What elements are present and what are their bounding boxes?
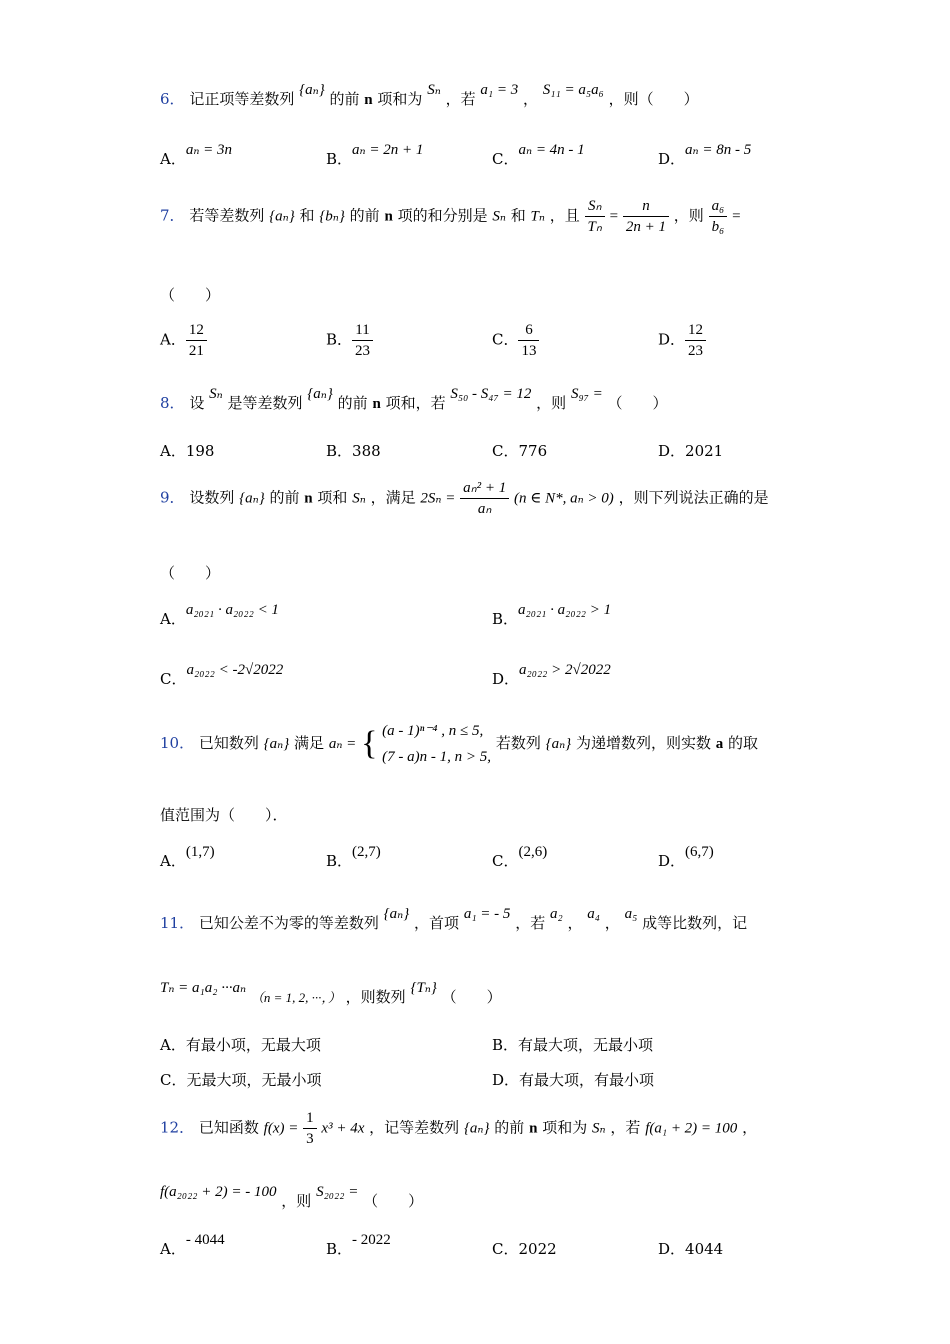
option-value: - 2022 <box>352 1232 391 1248</box>
option-label: B． <box>492 1036 519 1054</box>
option-fraction <box>186 320 207 361</box>
option-fraction <box>518 320 539 361</box>
option-value: 无最大项，无最小项 <box>186 1071 322 1089</box>
question-7 <box>160 196 741 237</box>
math-sequence: {aₙ} <box>383 906 410 922</box>
question-12 <box>160 1108 757 1149</box>
option-a[interactable] <box>160 142 233 169</box>
option-c[interactable] <box>492 142 585 169</box>
separator: ， <box>604 914 620 932</box>
option-label: D． <box>492 670 520 688</box>
question-text: 若数列 <box>495 734 541 752</box>
option-c[interactable] <box>160 1069 322 1090</box>
option-c[interactable] <box>492 320 539 361</box>
question-text: ，则 <box>281 1192 312 1210</box>
option-d[interactable] <box>658 440 723 461</box>
math-variable: n <box>372 396 381 412</box>
option-label: C． <box>492 330 519 349</box>
question-text: ，则 <box>536 394 567 412</box>
math-variable: a <box>715 736 724 752</box>
math-sequence: {Tₙ} <box>410 980 437 996</box>
question-text: （ ） <box>607 394 668 412</box>
question-text: 已知公差不为零的等差数列 <box>198 914 379 932</box>
option-b[interactable] <box>326 142 424 169</box>
option-c[interactable] <box>492 844 548 871</box>
option-d[interactable] <box>492 662 611 689</box>
question-text: 和 <box>299 206 315 225</box>
math-sum: Sₙ <box>592 1120 606 1137</box>
option-label: A． <box>160 150 186 168</box>
question-text: 的前 <box>269 488 300 507</box>
option-c[interactable] <box>160 662 284 689</box>
question-text: 项和 <box>317 488 348 507</box>
fraction <box>623 196 669 237</box>
math-sequence: {bₙ} <box>319 208 345 225</box>
math-sequence: {aₙ} <box>545 736 572 752</box>
math-ask: S₉₇ = <box>570 386 603 402</box>
option-label: D． <box>658 330 686 349</box>
option-label: D． <box>658 852 686 870</box>
question-text: ，则（ ） <box>608 90 699 108</box>
question-10-line-2: 值范围为（ ）． <box>160 806 288 824</box>
option-value: 2021 <box>685 442 724 460</box>
question-12-line-2 <box>160 1184 424 1211</box>
math-function-rest: x³ + 4x <box>321 1120 365 1137</box>
option-b[interactable] <box>326 320 373 361</box>
question-text: ，则 <box>673 206 704 225</box>
option-a[interactable] <box>160 602 279 629</box>
question-text: （ ） <box>363 1192 424 1210</box>
math-condition: f(a₂₀₂₂ + 2) = - 100 <box>160 1184 277 1200</box>
option-a[interactable] <box>160 440 214 461</box>
denominator: b₆ <box>711 219 725 235</box>
question-number: 12． <box>160 1118 195 1137</box>
math-term: a₄ <box>587 906 601 922</box>
math-definition: Tₙ = a₁a₂ ···aₙ <box>160 980 247 996</box>
question-9-paren: （ ） <box>160 564 221 582</box>
question-text: 的前 <box>494 1118 525 1137</box>
question-text: 为递增数列，则实数 <box>575 734 711 752</box>
question-10 <box>160 718 758 770</box>
case-2: (7 - a)n - 1, n > 5, <box>382 749 492 765</box>
numerator: 1 <box>303 1108 317 1129</box>
math-condition: (n ∈ N*, aₙ > 0) <box>514 490 614 507</box>
option-value: 776 <box>518 442 548 460</box>
option-label: B． <box>326 852 353 870</box>
option-label: C． <box>492 1240 519 1258</box>
option-value: a₂₀₂₂ > 2√2022 <box>519 662 611 678</box>
option-d[interactable] <box>658 320 706 361</box>
question-text: 满足 <box>294 734 325 752</box>
option-label: D． <box>658 442 686 460</box>
math-lhs: 2Sₙ = <box>420 490 456 507</box>
option-label: D． <box>658 1240 686 1258</box>
question-text: 的前 <box>329 90 360 108</box>
option-value: a₂₀₂₁ · a₂₀₂₂ > 1 <box>518 602 612 618</box>
question-text: ，则下列说法正确的是 <box>618 488 769 507</box>
denominator: 2n + 1 <box>625 219 667 235</box>
question-number: 8． <box>160 394 185 412</box>
question-text: 已知数列 <box>198 734 259 752</box>
option-d[interactable] <box>658 1238 723 1259</box>
math-condition: a₁ = - 5 <box>463 906 511 922</box>
option-b[interactable] <box>326 440 381 461</box>
question-text: 记正项等差数列 <box>189 90 295 108</box>
option-value: aₙ = 4n - 1 <box>518 142 585 158</box>
math-sum: Sₙ <box>209 386 223 402</box>
option-value: (2,7) <box>352 844 381 860</box>
fraction <box>460 478 509 519</box>
option-value: 有最大项，有最小项 <box>519 1071 655 1089</box>
question-text: ，若 <box>610 1118 641 1137</box>
question-text: ， <box>523 90 539 108</box>
option-label: A． <box>160 330 186 349</box>
question-text: 的前 <box>337 394 368 412</box>
option-label: B． <box>326 442 353 460</box>
question-text: 项和为 <box>542 1118 588 1137</box>
option-label: A． <box>160 442 186 460</box>
numerator: 12 <box>685 320 706 341</box>
numerator: 11 <box>352 320 373 341</box>
option-value: a₂₀₂₂ < -2√2022 <box>186 662 284 678</box>
math-condition: a₁ = 3 <box>480 82 519 98</box>
option-c[interactable] <box>492 440 547 461</box>
math-condition: S₁₁ = a₅a₆ <box>542 82 604 98</box>
option-value: a₂₀₂₁ · a₂₀₂₂ < 1 <box>185 602 279 618</box>
math-sequence: {aₙ} <box>299 82 325 98</box>
denominator: 21 <box>188 343 204 359</box>
numerator: a₆ <box>709 196 728 217</box>
question-text: ，记等差数列 <box>369 1118 460 1137</box>
option-label: D． <box>658 150 686 168</box>
question-11-line-2 <box>160 980 502 1007</box>
numerator: aₙ² + 1 <box>460 478 509 499</box>
option-value: (2,6) <box>518 844 548 860</box>
option-c[interactable] <box>492 1238 557 1259</box>
question-text: 设数列 <box>189 488 235 507</box>
denominator: 13 <box>521 343 537 359</box>
math-term: a₂ <box>550 906 563 922</box>
separator: ， <box>567 914 583 932</box>
left-brace: { <box>361 725 378 762</box>
option-value: 2022 <box>518 1240 557 1258</box>
math-sum: Tₙ <box>530 208 545 225</box>
option-b[interactable] <box>326 844 381 871</box>
option-label: C． <box>160 670 187 688</box>
question-text: ，则数列 <box>345 988 406 1006</box>
numerator: 12 <box>186 320 207 341</box>
option-d[interactable] <box>492 1069 654 1090</box>
option-label: C． <box>492 852 519 870</box>
option-a[interactable] <box>160 844 215 871</box>
question-text: 是等差数列 <box>227 394 303 412</box>
math-condition: f(a₁ + 2) = 100 <box>645 1120 738 1137</box>
question-7-paren: （ ） <box>160 286 221 304</box>
question-text: ，且 <box>549 206 580 225</box>
question-6 <box>160 82 699 109</box>
question-8 <box>160 386 668 413</box>
math-variable: n <box>364 92 373 108</box>
math-range: （n = 1, 2, ···，） <box>250 990 341 1005</box>
option-label: A． <box>160 1036 186 1054</box>
denominator: 23 <box>355 343 371 359</box>
option-value: 388 <box>352 442 381 460</box>
option-a[interactable] <box>160 1034 321 1055</box>
option-label: A． <box>160 1240 186 1258</box>
math-term: a₅ <box>624 906 638 922</box>
option-d[interactable] <box>658 844 714 871</box>
option-label: B． <box>492 610 519 628</box>
question-text: 和 <box>510 206 526 225</box>
denominator: 3 <box>306 1131 314 1147</box>
numerator: 6 <box>518 320 539 341</box>
math-sequence: {aₙ} <box>307 386 333 402</box>
option-label: A． <box>160 610 186 628</box>
question-9 <box>160 478 769 519</box>
math-sequence: {aₙ} <box>263 736 290 752</box>
math-variable: n <box>304 490 313 507</box>
option-value: (6,7) <box>685 844 714 860</box>
option-label: C． <box>160 1071 187 1089</box>
piecewise-cases <box>382 718 491 770</box>
option-value: aₙ = 8n - 5 <box>685 142 752 158</box>
math-variable: n <box>529 1120 538 1137</box>
equals-sign: = <box>609 208 619 225</box>
option-value: 有最小项，无最大项 <box>185 1036 321 1054</box>
question-number: 6． <box>160 90 185 108</box>
option-value: 4044 <box>685 1240 724 1258</box>
math-function: f(x) = <box>263 1120 299 1137</box>
question-text: 项和，若 <box>385 394 446 412</box>
option-label: B． <box>326 150 353 168</box>
option-a[interactable] <box>160 320 207 361</box>
option-label: A． <box>160 852 186 870</box>
question-text: 的前 <box>349 206 380 225</box>
question-text: ，首项 <box>414 914 460 932</box>
denominator: 23 <box>688 343 704 359</box>
option-value: 有最大项，无最小项 <box>518 1036 654 1054</box>
question-text: 已知函数 <box>198 1118 259 1137</box>
option-b[interactable] <box>492 1034 653 1055</box>
question-number: 10． <box>160 734 195 752</box>
denominator: Tₙ <box>587 219 602 235</box>
option-value: aₙ = 2n + 1 <box>352 142 424 158</box>
math-sum: Sₙ <box>492 208 506 225</box>
option-label: C． <box>492 442 519 460</box>
option-label: C． <box>492 150 519 168</box>
math-sum: Sₙ <box>352 490 366 507</box>
math-variable: n <box>384 208 393 225</box>
equals-sign: = <box>732 208 741 225</box>
option-label: D． <box>492 1071 520 1089</box>
option-b[interactable] <box>492 602 612 629</box>
option-value: - 4044 <box>185 1232 225 1248</box>
denominator: aₙ <box>477 501 492 517</box>
fraction <box>303 1108 317 1149</box>
question-11 <box>160 906 748 933</box>
option-a[interactable] <box>160 1232 225 1259</box>
math-condition: S₅₀ - S₄₇ = 12 <box>450 386 532 402</box>
option-fraction <box>352 320 373 361</box>
question-text: 若等差数列 <box>189 206 265 225</box>
option-b[interactable] <box>326 1232 391 1259</box>
question-number: 9． <box>160 488 185 507</box>
math-lhs: aₙ = <box>328 736 357 752</box>
question-text: 的取 <box>728 734 759 752</box>
question-text: 项的和分别是 <box>397 206 488 225</box>
numerator: Sₙ <box>585 196 605 217</box>
math-ask: S₂₀₂₂ = <box>316 1184 359 1200</box>
math-sequence: {aₙ} <box>463 1120 490 1137</box>
option-d[interactable] <box>658 142 752 169</box>
math-sequence: {aₙ} <box>269 208 295 225</box>
question-text: ，若 <box>515 914 546 932</box>
numerator: n <box>623 196 669 217</box>
option-value: 198 <box>185 442 215 460</box>
question-text: ，满足 <box>370 488 416 507</box>
question-text: ，若 <box>445 90 476 108</box>
option-value: (1,7) <box>185 844 215 860</box>
fraction <box>709 196 728 237</box>
question-text: （ ） <box>441 988 502 1006</box>
math-sum: Sₙ <box>427 82 441 98</box>
question-text: 设 <box>189 394 205 412</box>
math-sequence: {aₙ} <box>239 490 265 507</box>
option-fraction <box>685 320 706 361</box>
option-label: B． <box>326 1240 353 1258</box>
question-number: 7． <box>160 206 185 225</box>
question-text: 项和为 <box>377 90 423 108</box>
question-number: 11． <box>160 914 195 932</box>
question-text: ， <box>742 1118 758 1137</box>
question-text: 成等比数列，记 <box>642 914 748 932</box>
option-value: aₙ = 3n <box>185 142 233 158</box>
case-1: (a - 1)ⁿ⁻⁴ , n ≤ 5, <box>382 723 484 739</box>
fraction <box>585 196 605 237</box>
option-label: B． <box>326 330 353 349</box>
